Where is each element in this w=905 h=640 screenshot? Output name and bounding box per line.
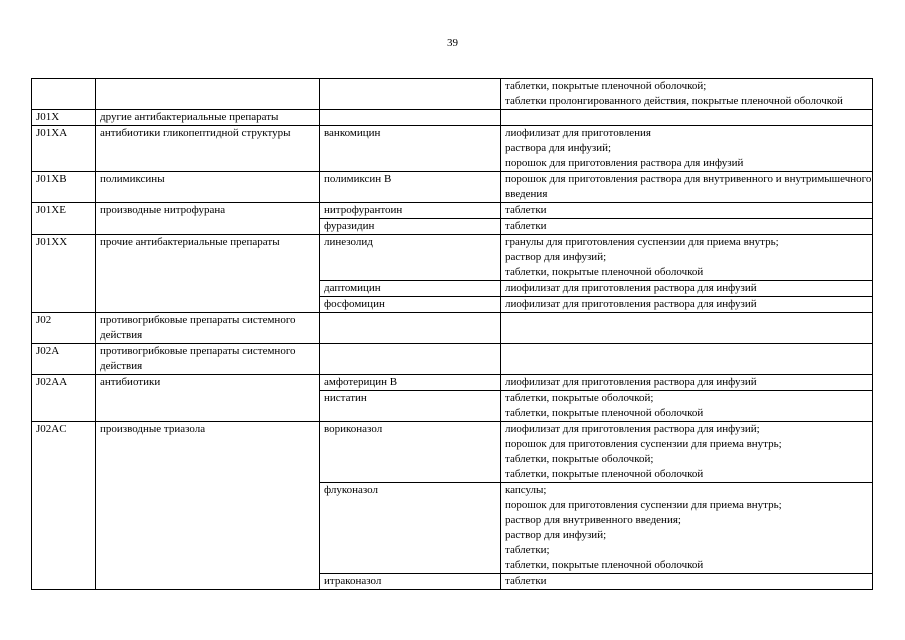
dosage-form-line: порошок для приготовления раствора для внутривенного и внутримышечного введения — [505, 173, 872, 200]
atc-code-cell: J02A — [32, 344, 96, 375]
drug-cell: амфотерицин В — [320, 375, 501, 391]
dosage-forms-cell — [501, 375, 873, 391]
atc-code-cell: J01XE — [32, 203, 96, 235]
dosage-form-line: таблетки — [505, 204, 547, 216]
group-cell: производные нитрофурана — [96, 203, 320, 235]
dosage-forms-cell — [501, 344, 873, 375]
page-number: 39 — [447, 37, 458, 49]
group-cell: другие антибактериальные препараты — [96, 110, 320, 126]
dosage-forms-cell — [501, 422, 873, 483]
dosage-forms-cell — [501, 297, 873, 313]
dosage-form-line: раствора для инфузий; — [505, 142, 612, 154]
dosage-form-line: таблетки, покрытые пленочной оболочкой — [505, 468, 704, 480]
drug-cell: нитрофурантоин — [320, 203, 501, 219]
atc-code-cell: J01XB — [32, 172, 96, 203]
dosage-form-line: лиофилизат для приготовления раствора для инфузий — [505, 282, 757, 294]
drug-cell — [320, 344, 501, 375]
table-row — [32, 235, 873, 281]
dosage-form-line: лиофилизат для приготовления раствора для инфузий — [505, 298, 757, 310]
drug-cell: ванкомицин — [320, 126, 501, 172]
drug-cell: нистатин — [320, 391, 501, 422]
dosage-form-line: таблетки — [505, 220, 547, 232]
dosage-forms-cell — [501, 483, 873, 574]
drug-cell: фосфомицин — [320, 297, 501, 313]
dosage-forms-cell — [501, 172, 873, 203]
atc-code-cell: J01XA — [32, 126, 96, 172]
dosage-form-line: таблетки пролонгированного действия, покрытые пленочной оболочкой — [505, 95, 843, 107]
dosage-forms-cell — [501, 79, 873, 110]
dosage-form-line: гранулы для приготовления суспензии для приема внутрь; — [505, 236, 779, 248]
drug-cell: фуразидин — [320, 219, 501, 235]
dosage-forms-cell — [501, 281, 873, 297]
drug-cell — [320, 79, 501, 110]
dosage-form-line: порошок для приготовления раствора для инфузий — [505, 157, 744, 169]
dosage-form-line: таблетки, покрытые пленочной оболочкой — [505, 559, 704, 571]
dosage-forms-cell — [501, 574, 873, 590]
dosage-form-line: порошок для приготовления суспензии для приема внутрь; — [505, 438, 782, 450]
group-cell — [96, 79, 320, 110]
group-cell: антибиотики гликопептидной структуры — [96, 126, 320, 172]
table-row — [32, 344, 873, 375]
dosage-form-line: раствор для внутривенного введения; — [505, 514, 681, 526]
dosage-form-line: раствор для инфузий; — [505, 251, 607, 263]
dosage-form-line: раствор для инфузий; — [505, 529, 607, 541]
drug-cell — [320, 110, 501, 126]
drug-table — [31, 78, 873, 590]
table-row — [32, 375, 873, 391]
atc-code-cell: J01XX — [32, 235, 96, 313]
table-row — [32, 79, 873, 110]
group-cell: противогрибковые препараты системного действия — [96, 313, 320, 344]
drug-cell: флуконазол — [320, 483, 501, 574]
dosage-form-line: таблетки; — [505, 544, 550, 556]
dosage-form-line: лиофилизат для приготовления — [505, 127, 651, 139]
group-cell: производные триазола — [96, 422, 320, 590]
dosage-forms-cell — [501, 126, 873, 172]
group-cell: противогрибковые препараты системного действия — [96, 344, 320, 375]
dosage-forms-cell — [501, 203, 873, 219]
dosage-form-line: таблетки, покрытые пленочной оболочкой; — [505, 80, 707, 92]
group-cell: прочие антибактериальные препараты — [96, 235, 320, 313]
dosage-form-line: таблетки, покрытые оболочкой; — [505, 453, 654, 465]
table-row — [32, 203, 873, 219]
dosage-forms-cell — [501, 313, 873, 344]
drug-cell: линезолид — [320, 235, 501, 281]
atc-code-cell: J02 — [32, 313, 96, 344]
drug-cell: даптомицин — [320, 281, 501, 297]
group-cell: полимиксины — [96, 172, 320, 203]
table-row — [32, 110, 873, 126]
dosage-form-line: лиофилизат для приготовления раствора для инфузий — [505, 376, 757, 388]
drug-cell: вориконазол — [320, 422, 501, 483]
dosage-form-line: таблетки, покрытые пленочной оболочкой — [505, 407, 704, 419]
dosage-form-line: таблетки — [505, 575, 547, 587]
dosage-form-line: таблетки, покрытые пленочной оболочкой — [505, 266, 704, 278]
group-cell: антибиотики — [96, 375, 320, 422]
drug-cell: полимиксин В — [320, 172, 501, 203]
table-row — [32, 422, 873, 483]
dosage-forms-cell — [501, 110, 873, 126]
atc-code-cell: J02AC — [32, 422, 96, 590]
atc-code-cell — [32, 79, 96, 110]
dosage-form-line: таблетки, покрытые оболочкой; — [505, 392, 654, 404]
dosage-form-line: порошок для приготовления суспензии для приема внутрь; — [505, 499, 782, 511]
table-row — [32, 172, 873, 203]
dosage-forms-cell — [501, 391, 873, 422]
dosage-form-line: капсулы; — [505, 484, 547, 496]
drug-cell — [320, 313, 501, 344]
dosage-forms-cell — [501, 219, 873, 235]
dosage-form-line: лиофилизат для приготовления раствора для инфузий; — [505, 423, 760, 435]
drug-cell: итраконазол — [320, 574, 501, 590]
atc-code-cell: J01X — [32, 110, 96, 126]
atc-code-cell: J02AA — [32, 375, 96, 422]
dosage-forms-cell — [501, 235, 873, 281]
table-row — [32, 126, 873, 172]
table-row — [32, 313, 873, 344]
